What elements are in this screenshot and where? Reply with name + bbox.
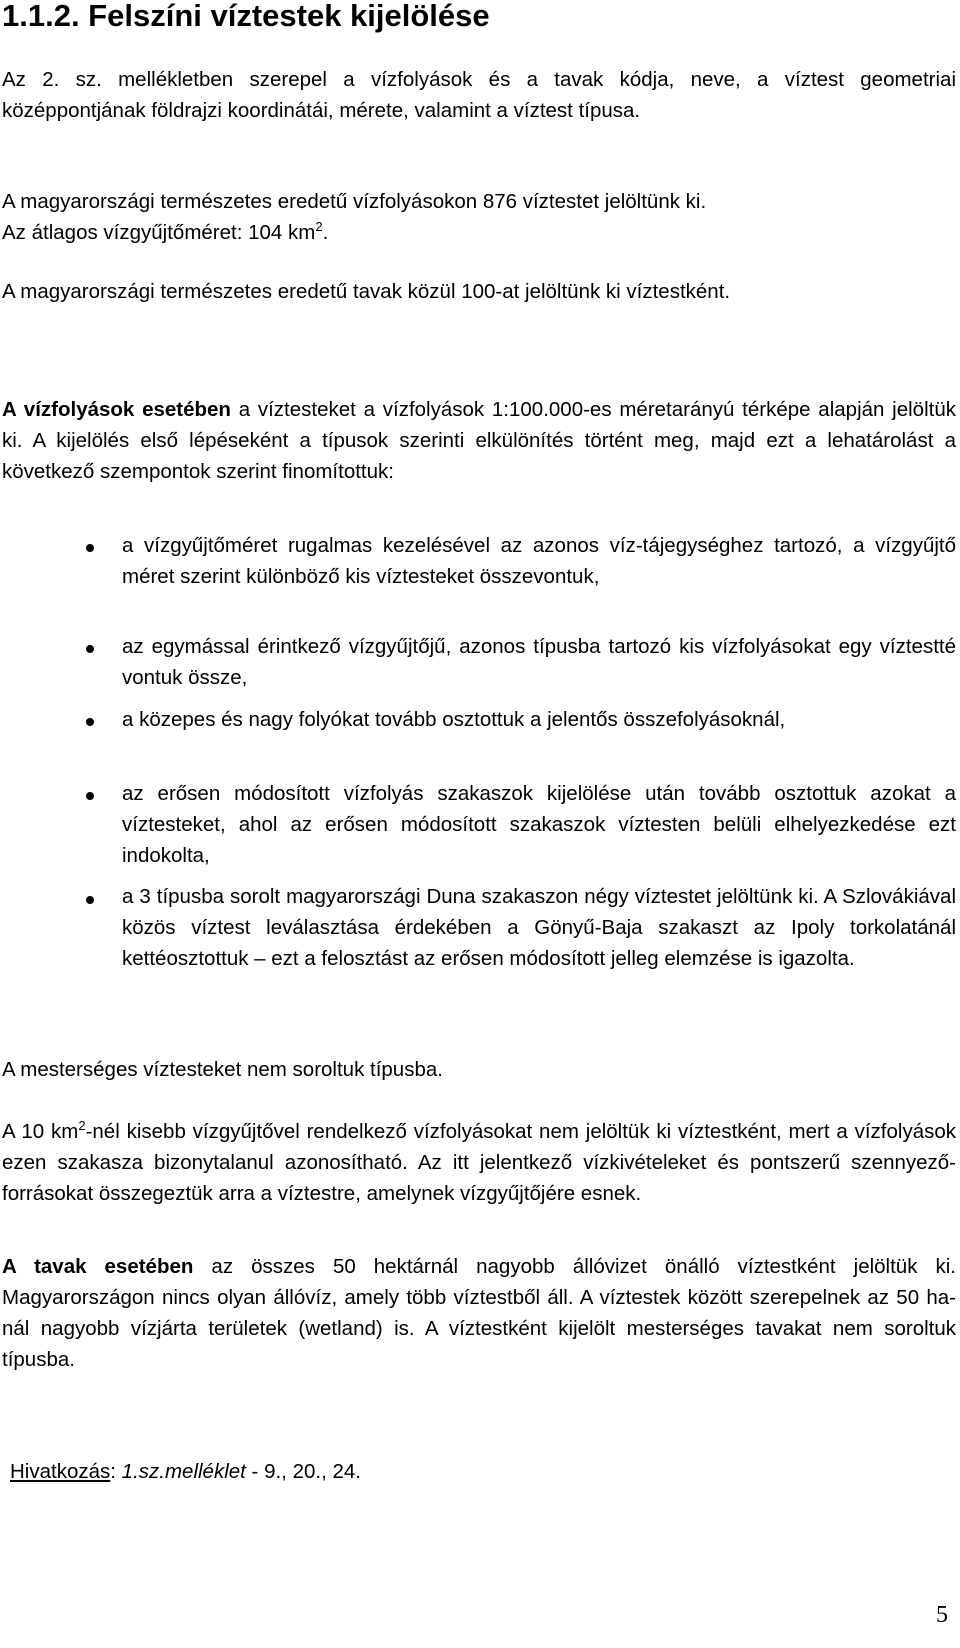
paragraph-artificial: A mesterséges víztesteket nem soroltuk típusba. (2, 1058, 443, 1081)
list-item: a vízgyűjtőméret rugalmas kezelésével az azonos víz-tájegységhez tartozó, a vízgyűjtő méret szerint különböző kis víztesteket összevontuk, (122, 534, 956, 588)
watercourses-method-text: a víztesteket a vízfolyások 1:100.000-es méretarányú térképe alapján jelöltük ki. A kijelölés első lépéseként a típusok szerinti elkülönítés történt meg, majd ezt a lehatárolást a következő szempontok szerint finomítottuk: (2, 398, 956, 483)
reference-pages: - 9., 20., 24. (245, 1460, 361, 1483)
bullet-icon (86, 645, 94, 653)
paragraph-small-catchments (2, 1116, 956, 1209)
reference-line (10, 1456, 361, 1487)
section-heading: 1.1.2. Felszíni víztestek kijelölése (2, 0, 490, 33)
superscript: 2 (315, 219, 323, 234)
bullet-icon (86, 792, 94, 800)
reference-label: Hivatkozás (10, 1460, 111, 1483)
bullet-icon (86, 544, 94, 552)
list-item: a közepes és nagy folyókat tovább osztottuk a jelentős összefolyásoknál, (122, 708, 786, 731)
bold-watercourses: A vízfolyások esetében (2, 398, 231, 421)
list-item: az erősen módosított vízfolyás szakaszok kijelölése után tovább osztottuk azokat a víztesteket, ahol az erősen módosított szakaszok víztesten belüli elhelyezkedése ezt indokolta, (122, 782, 956, 867)
watercourses-count-text: A magyarországi természetes eredetű vízfolyásokon 876 víztestet jelöltünk ki. (2, 190, 707, 213)
reference-colon: : (110, 1460, 122, 1483)
paragraph-lakes-count: A magyarországi természetes eredetű tavak közül 100-at jelöltünk ki víztestként. (2, 280, 731, 303)
paragraph-lakes-method (2, 1251, 956, 1375)
small-catchments-pre: A 10 km (2, 1120, 79, 1143)
paragraph-watercourses-count (2, 186, 956, 248)
list-item: a 3 típusba sorolt magyarországi Duna szakaszon négy víztestet jelöltünk ki. A Szlovákiával közös víztest leválasztása érdekében a Gönyű-Baja szakaszt az Ipoly torkolatánál kettéosztottuk – ezt a felosztást az erősen módosított jelleg elemzése is igazolta. (122, 885, 956, 970)
superscript: 2 (78, 1118, 86, 1133)
period: . (322, 221, 329, 244)
paragraph-watercourses-method (2, 394, 956, 487)
bullet-icon (86, 896, 94, 904)
reference-document: 1.sz.melléklet (121, 1460, 246, 1483)
page-number: 5 (936, 1602, 948, 1628)
bold-lakes: A tavak esetében (2, 1255, 194, 1278)
lakes-method-text: az összes 50 hektárnál nagyobb állóvizet önálló víztestként jelöltük ki. Magyarországon nincs olyan állóvíz, amely több víztestből áll. A víztestek között szerepelnek az 50 ha-nál nagyobb vízjárta területek (wetland) is. A víztestként kijelölt mesterséges tavakat nem soroltuk típusba. (2, 1255, 956, 1371)
paragraph-annex: Az 2. sz. mellékletben szerepel a vízfolyások és a tavak kódja, neve, a víztest geometriai középpontjának földrajzi koordinátái, mérete, valamint a víztest típusa. (2, 68, 956, 122)
list-item: az egymással érintkező vízgyűjtőjű, azonos típusba tartozó kis vízfolyásokat egy víztestté vontuk össze, (122, 635, 956, 689)
bullet-icon (86, 718, 94, 726)
avg-catchment-text: Az átlagos vízgyűjtőméret: 104 km (2, 221, 316, 244)
small-catchments-text: -nél kisebb vízgyűjtővel rendelkező vízfolyásokat nem jelöltük ki víztestként, mert a vízfolyások ezen szakasza bizonytalanul azonosítható. Az itt jelentkező vízkivételeket és pontszerű szennyező-forrásokat összegeztük arra a víztestre, amelynek vízgyűjtőjére esnek. (2, 1120, 957, 1205)
